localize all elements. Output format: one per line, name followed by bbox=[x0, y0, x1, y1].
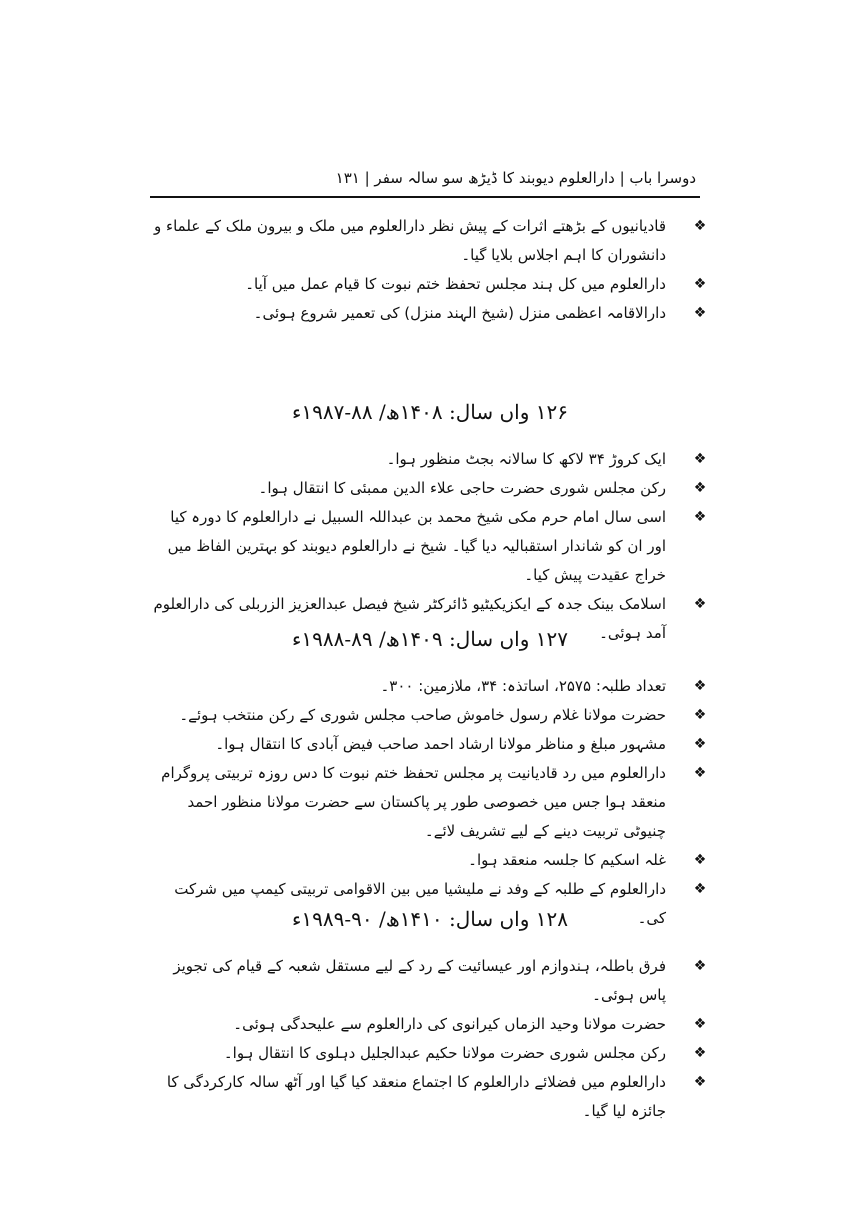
list-item-text: دارالعلوم میں فضلائے دارالعلوم کا اجتماع منعقد کیا گیا اور آٹھ سالہ کارکردگی کا جائزہ لیا گیا۔ bbox=[166, 1073, 666, 1120]
list-item-text: اسلامک بینک جدہ کے ایکزیکیٹیو ڈائرکٹر شیخ فیصل عبدالعزیز الزربلی کی دارالعلوم آمد ہوئی۔ bbox=[153, 595, 666, 642]
bullet-icon: ❖ bbox=[693, 509, 707, 525]
list-item-text: قادیانیوں کے بڑھتے اثرات کے پیش نظر دارالعلوم میں ملک و بیرون ملک کے علماء و دانشوران کا اہم اجلاس بلایا گیا۔ bbox=[154, 217, 666, 264]
list-item bbox=[150, 503, 710, 590]
section-intro bbox=[150, 212, 710, 328]
list-item bbox=[150, 299, 710, 328]
list-item bbox=[150, 1039, 710, 1068]
section-heading: ۱۲۶ واں سال: ۱۴۰۸ھ/ ۸۸-۱۹۸۷ء bbox=[292, 400, 568, 424]
bullet-icon: ❖ bbox=[693, 678, 707, 694]
bullet-icon: ❖ bbox=[693, 1016, 707, 1032]
list-item-text: تعداد طلبہ: ۲۵۷۵، اساتذہ: ۳۴، ملازمین: ۳۰۰۔ bbox=[380, 677, 666, 695]
section-heading: ۱۲۸ واں سال: ۱۴۱۰ھ/ ۹۰-۱۹۸۹ء bbox=[292, 907, 568, 931]
list-item bbox=[150, 1068, 710, 1126]
bullet-icon: ❖ bbox=[693, 596, 707, 612]
bullet-icon: ❖ bbox=[693, 1074, 707, 1090]
list-item-text: دارالعلوم میں رد قادیانیت پر مجلس تحفظ ختم نبوت کا دس روزہ تربیتی پروگرام منعقد ہوا جس میں خصوصی طور پر پاکستان سے حضرت مولانا منظور احمد چنیوٹی تربیت دینے کے لیے تشریف لائے۔ bbox=[161, 764, 666, 840]
list-item-text: دارالعلوم کے طلبہ کے وفد نے ملیشیا میں بین الاقوامی تربیتی کیمپ میں شرکت کی۔ bbox=[174, 880, 666, 927]
list-item-text: حضرت مولانا غلام رسول خاموش صاحب مجلس شوری کے رکن منتخب ہوئے۔ bbox=[179, 706, 666, 724]
bullet-icon: ❖ bbox=[693, 707, 707, 723]
list-item-text: رکن مجلس شوری حضرت مولانا حکیم عبدالجلیل دہلوی کا انتقال ہوا۔ bbox=[223, 1044, 666, 1062]
list-item-text: رکن مجلس شوری حضرت حاجی علاء الدین ممبئی کا انتقال ہوا۔ bbox=[258, 479, 666, 497]
list-item bbox=[150, 952, 710, 1010]
bullet-icon: ❖ bbox=[693, 276, 707, 292]
header-rule bbox=[150, 196, 700, 198]
list-item bbox=[150, 1010, 710, 1039]
list-item bbox=[150, 701, 710, 730]
bullet-icon: ❖ bbox=[693, 305, 707, 321]
bullet-icon: ❖ bbox=[693, 852, 707, 868]
list-item bbox=[150, 474, 710, 503]
bullet-icon: ❖ bbox=[693, 736, 707, 752]
list-item bbox=[150, 846, 710, 875]
list-item bbox=[150, 759, 710, 846]
bullet-icon: ❖ bbox=[693, 881, 707, 897]
list-item bbox=[150, 730, 710, 759]
list-item bbox=[150, 270, 710, 299]
section-year-128 bbox=[150, 902, 710, 1126]
list-item bbox=[150, 212, 710, 270]
bullet-icon: ❖ bbox=[693, 765, 707, 781]
list-item-text: فرق باطلہ، ہندوازم اور عیسائیت کے رد کے لیے مستقل شعبہ کے قیام کی تجویز پاس ہوئی۔ bbox=[173, 957, 666, 1004]
list-item-text: دارالعلوم میں کل ہند مجلس تحفظ ختم نبوت کا قیام عمل میں آیا۔ bbox=[245, 275, 666, 293]
bullet-icon: ❖ bbox=[693, 480, 707, 496]
list-item-text: مشہور مبلغ و مناظر مولانا ارشاد احمد صاحب فیض آبادی کا انتقال ہوا۔ bbox=[215, 735, 666, 753]
section-heading: ۱۲۷ واں سال: ۱۴۰۹ھ/ ۸۹-۱۹۸۸ء bbox=[292, 627, 568, 651]
bullet-icon: ❖ bbox=[693, 958, 707, 974]
list-item-text: غلہ اسکیم کا جلسہ منعقد ہوا۔ bbox=[468, 851, 666, 869]
list-item-text: دارالاقامہ اعظمی منزل (شیخ الہند منزل) کی تعمیر شروع ہوئی۔ bbox=[253, 304, 666, 322]
section-year-126 bbox=[150, 395, 710, 648]
list-item-text: حضرت مولانا وحید الزماں کیرانوی کی دارالعلوم سے علیحدگی ہوئی۔ bbox=[233, 1015, 666, 1033]
list-item-text: اسی سال امام حرم مکی شیخ محمد بن عبداللہ السبیل نے دارالعلوم کا دورہ کیا اور ان کو شاندار استقبالیہ دیا گیا۔ شیخ نے دارالعلوم دیوبند کو بہترین الفاظ میں خراج عقیدت پیش کیا۔ bbox=[167, 508, 666, 584]
section-year-127 bbox=[150, 622, 710, 933]
bullet-icon: ❖ bbox=[693, 218, 707, 234]
bullet-icon: ❖ bbox=[693, 1045, 707, 1061]
list-item bbox=[150, 672, 710, 701]
bullet-icon: ❖ bbox=[693, 451, 707, 467]
list-item-text: ایک کروڑ ۳۴ لاکھ کا سالانہ بجٹ منظور ہوا۔ bbox=[386, 450, 666, 468]
list-item bbox=[150, 445, 710, 474]
running-header: دوسرا باب | دارالعلوم دیوبند کا ڈیڑھ سو سالہ سفر | ۱۳۱ bbox=[335, 169, 696, 187]
